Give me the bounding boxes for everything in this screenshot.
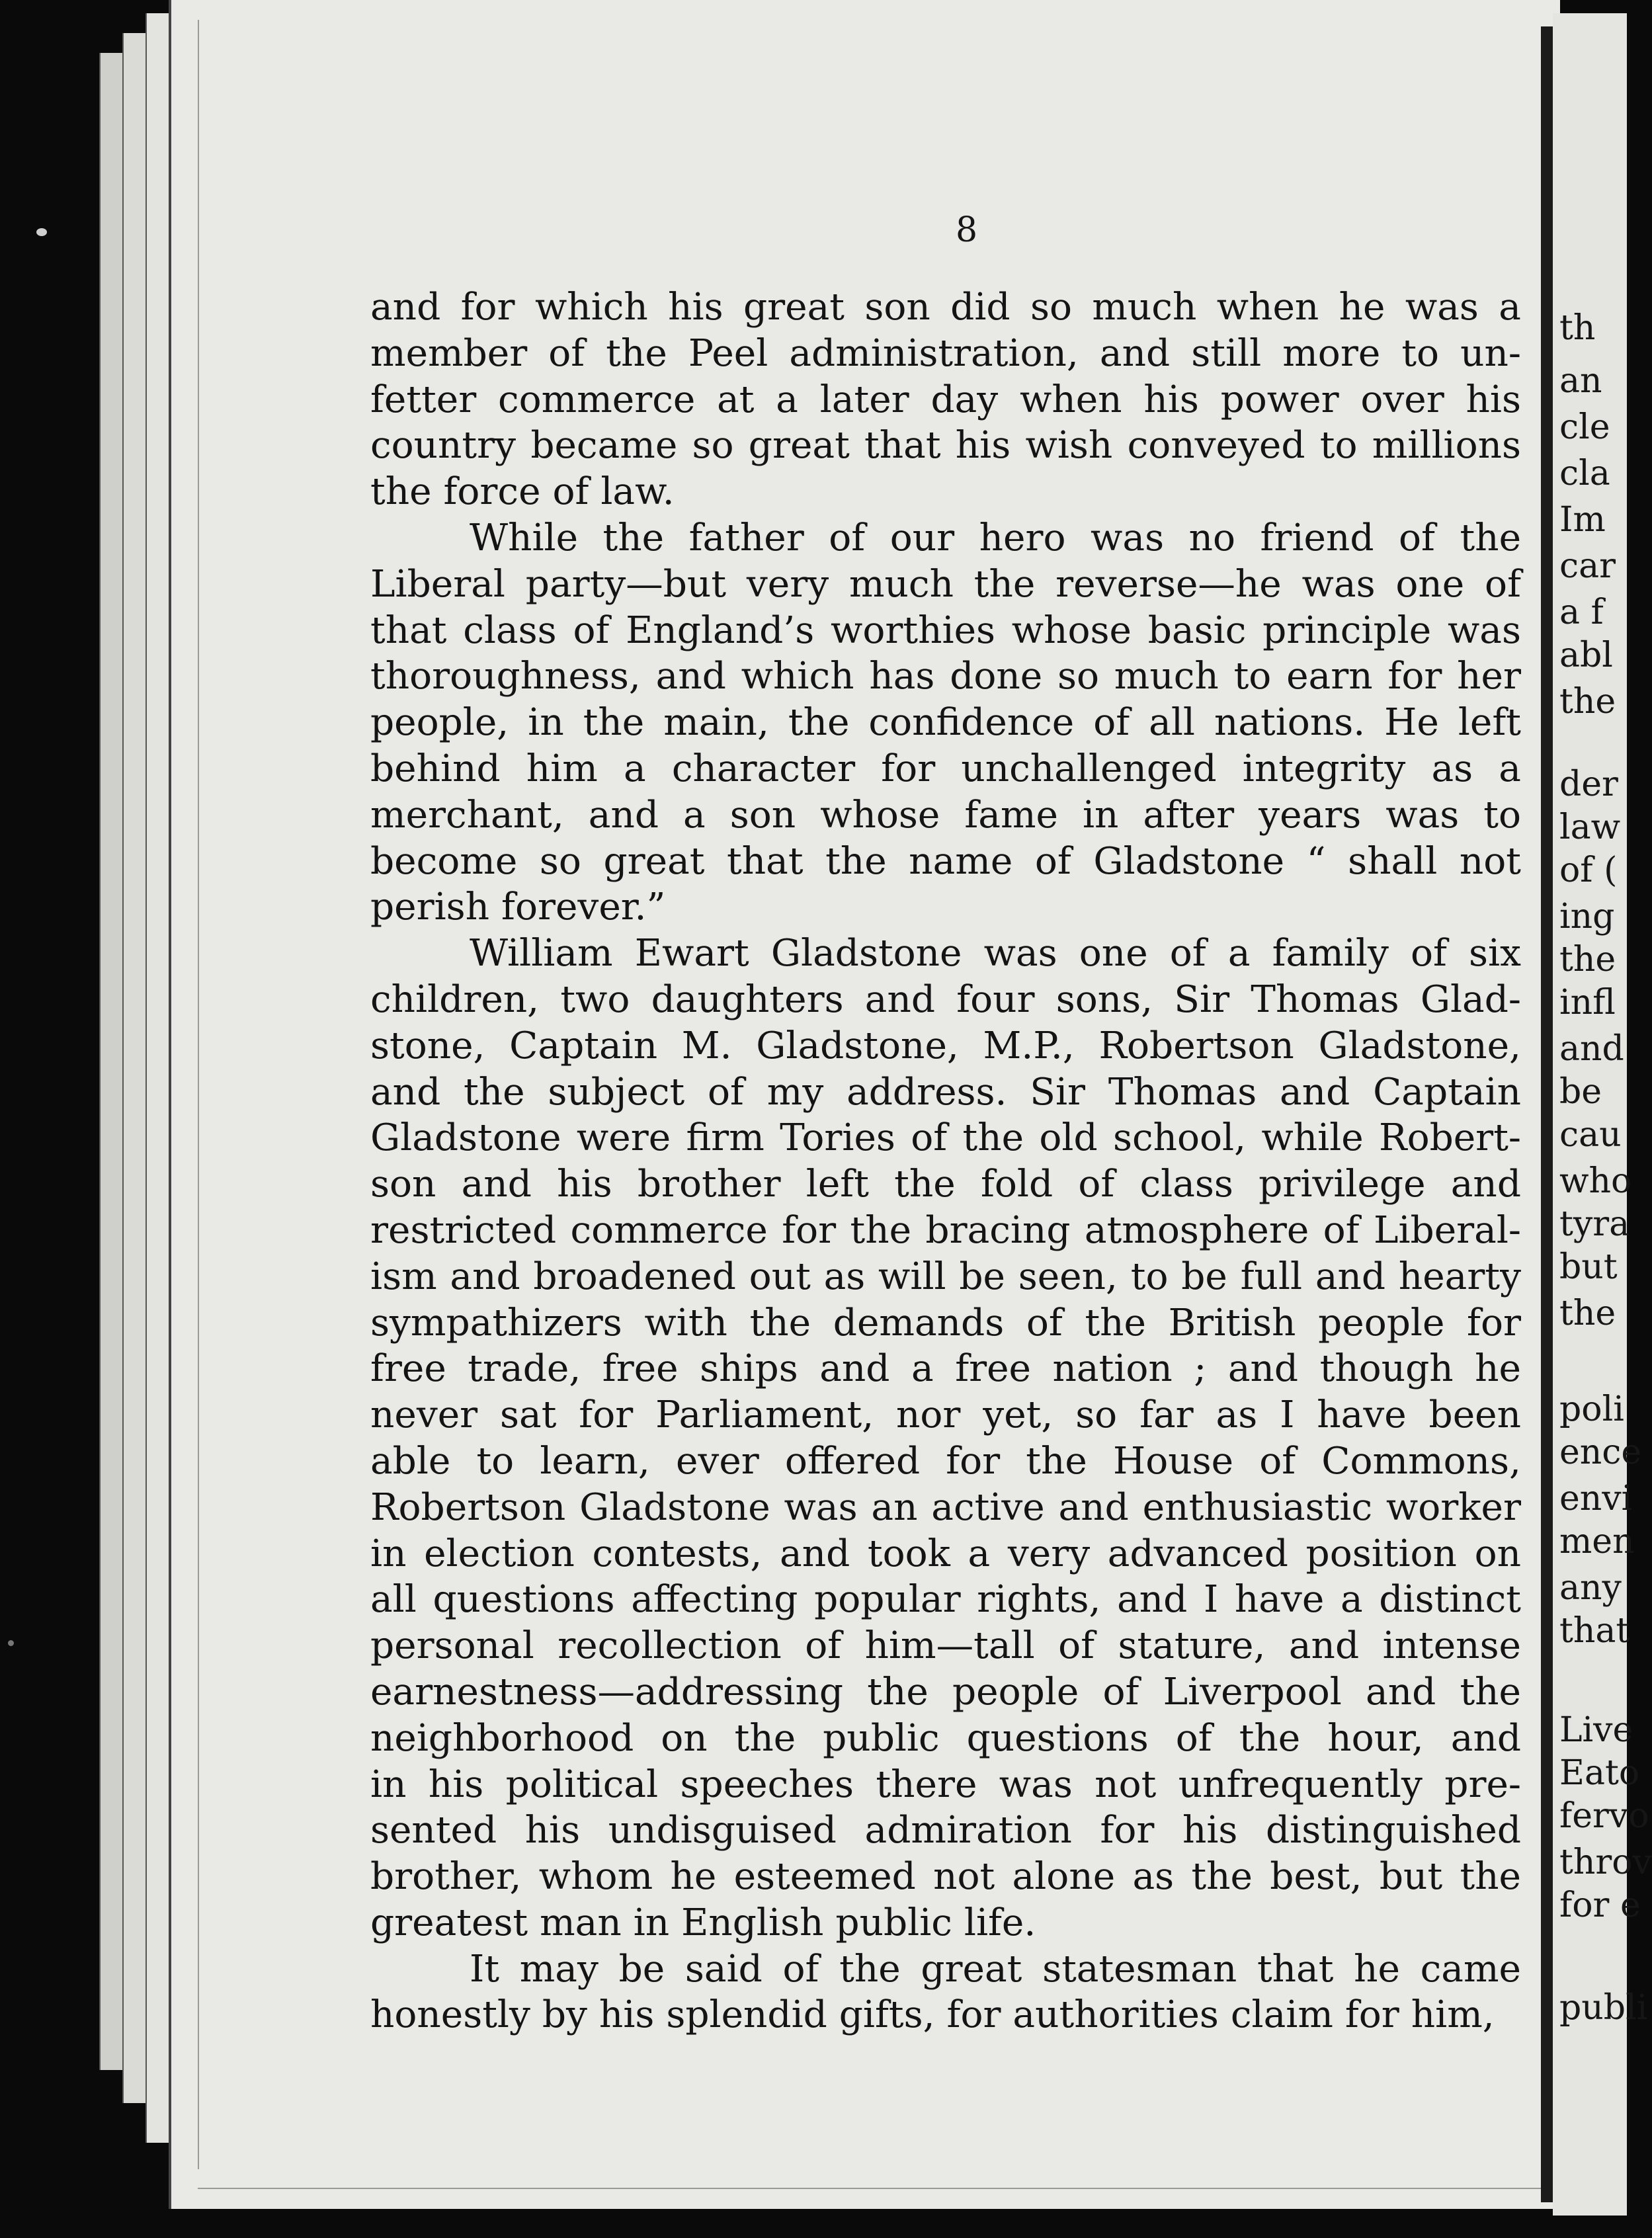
adjacent-page-text-fragment: th <box>1559 308 1596 348</box>
text-line: and for which his great son did so much when he was a <box>370 286 1521 329</box>
adjacent-page-text-fragment: the <box>1559 682 1616 722</box>
text-line: restricted commerce for the bracing atmosphere of Liberal- <box>370 1208 1521 1252</box>
text-line: Robertson Gladstone was an active and enthusiastic worker <box>370 1485 1521 1529</box>
adjacent-page-text-fragment: fervo <box>1559 1796 1649 1836</box>
text-line: personal recollection of him—tall of stature, and intense <box>370 1624 1521 1668</box>
adjacent-page-text-fragment: Eato <box>1559 1753 1640 1793</box>
text-line: While the father of our hero was no friend of the <box>470 516 1521 560</box>
text-line: It may be said of the great statesman that he came <box>470 1947 1521 1991</box>
text-line: the force of law. <box>370 470 675 514</box>
text-line: Liberal party—but very much the reverse—he was one of <box>370 562 1521 606</box>
text-line: neighborhood on the public questions of the hour, and <box>370 1716 1521 1760</box>
adjacent-page-text-fragment: infl <box>1559 983 1616 1022</box>
page-edge-line <box>145 13 147 2143</box>
adjacent-page-text-fragment: who <box>1559 1161 1632 1201</box>
adjacent-page-text-fragment: Im <box>1559 500 1606 540</box>
text-line: son and his brother left the fold of class privilege and <box>370 1163 1521 1206</box>
text-line: people, in the main, the confidence of all nations. He left <box>370 701 1521 745</box>
text-line: earnestness—addressing the people of Liverpool and the <box>370 1670 1521 1714</box>
adjacent-page-text-fragment: ence <box>1559 1432 1642 1472</box>
adjacent-page-text-fragment: cla <box>1559 454 1610 493</box>
text-line: free trade, free ships and a free nation ; and though he <box>370 1347 1521 1391</box>
text-line: country became so great that his wish conveyed to millions <box>370 424 1521 468</box>
text-line: sented his undisguised admiration for his distinguished <box>370 1809 1521 1852</box>
adjacent-page-text-fragment: for e <box>1559 1886 1641 1925</box>
adjacent-page-text-fragment: men <box>1559 1522 1635 1561</box>
adjacent-page-text-fragment: but <box>1559 1247 1618 1287</box>
adjacent-page-text-fragment: an <box>1559 361 1602 401</box>
text-line: member of the Peel administration, and still more to un- <box>370 331 1521 375</box>
page-border <box>198 2188 1560 2189</box>
text-line: sympathizers with the demands of the British people for <box>370 1301 1521 1345</box>
page-body-text <box>370 284 1521 2038</box>
text-line: merchant, and a son whose fame in after years was to <box>370 793 1521 837</box>
adjacent-page-text-fragment: be <box>1559 1072 1602 1112</box>
paragraph <box>370 284 1521 515</box>
adjacent-page-text-fragment: cle <box>1559 407 1610 447</box>
text-line: thoroughness, and which has done so much to earn for her <box>370 655 1521 698</box>
page-edge-line <box>99 53 101 2070</box>
adjacent-page-text-fragment: ing <box>1559 897 1615 936</box>
text-line: and the subject of my address. Sir Thomas and Captain <box>370 1070 1521 1114</box>
binding-gutter <box>1541 26 1553 2202</box>
adjacent-page-text-fragment: that <box>1559 1611 1630 1651</box>
text-line: William Ewart Gladstone was one of a family of six <box>470 932 1521 975</box>
paragraph <box>370 1946 1521 2039</box>
adjacent-page-text-fragment: envi <box>1559 1479 1633 1518</box>
text-line: all questions affecting popular rights, and I have a distinct <box>370 1578 1521 1622</box>
adjacent-page-text-fragment: and <box>1559 1029 1624 1069</box>
text-line: brother, whom he esteemed not alone as the best, but the <box>370 1855 1521 1899</box>
adjacent-page-text-fragment: tyra <box>1559 1204 1630 1244</box>
text-line: become so great that the name of Gladstone “ shall not <box>370 839 1521 883</box>
adjacent-page-text-fragment: law <box>1559 808 1621 847</box>
paragraph <box>370 515 1521 931</box>
page-number: 8 <box>956 210 978 250</box>
adjacent-page-text-fragment: throv <box>1559 1843 1652 1882</box>
adjacent-page-text-fragment: der <box>1559 765 1618 804</box>
adjacent-page-text-fragment: publi <box>1559 1988 1648 2028</box>
text-line: children, two daughters and four sons, Sir Thomas Glad- <box>370 977 1521 1021</box>
text-line: greatest man in English public life. <box>370 1901 1036 1944</box>
adjacent-page-text-fragment: the <box>1559 1294 1616 1333</box>
text-line: honestly by his splendid gifts, for authorities claim for him, <box>370 1993 1495 2037</box>
adjacent-page-text-fragment: Live <box>1559 1710 1633 1750</box>
adjacent-page-text-fragment: car <box>1559 546 1616 586</box>
adjacent-page-text-fragment: the <box>1559 940 1616 979</box>
page-edge-line <box>122 33 124 2103</box>
text-line: Gladstone were firm Tories of the old school, while Robert- <box>370 1116 1521 1160</box>
adjacent-page-text-fragment: poli <box>1559 1389 1624 1429</box>
adjacent-page <box>1553 13 1652 2216</box>
text-line: that class of England’s worthies whose basic principle was <box>370 608 1521 652</box>
adjacent-page-text-fragment: cau <box>1559 1115 1622 1155</box>
adjacent-page-text-fragment: any <box>1559 1568 1622 1608</box>
text-line: behind him a character for unchallenged integrity as a <box>370 747 1521 790</box>
text-line: fetter commerce at a later day when his power over his <box>370 378 1521 421</box>
text-line: in election contests, and took a very advanced position on <box>370 1532 1521 1575</box>
adjacent-page-text-fragment: of ( <box>1559 850 1618 890</box>
paragraph <box>370 931 1521 1946</box>
text-line: never sat for Parliament, nor yet, so far as I have been <box>370 1393 1521 1437</box>
text-line: stone, Captain M. Gladstone, M.P., Robertson Gladstone, <box>370 1024 1521 1067</box>
text-line: able to learn, ever offered for the House of Commons, <box>370 1439 1521 1483</box>
adjacent-page-text-fragment: abl <box>1559 636 1613 675</box>
text-line: ism and broadened out as will be seen, to be full and hearty <box>370 1255 1521 1298</box>
dust-speck <box>8 1640 14 1646</box>
dust-speck <box>36 228 47 236</box>
text-line: perish forever.” <box>370 886 666 929</box>
adjacent-page-text-fragment: a f <box>1559 593 1604 632</box>
page-border <box>198 20 199 2169</box>
text-line: in his political speeches there was not unfrequently pre- <box>370 1762 1521 1806</box>
